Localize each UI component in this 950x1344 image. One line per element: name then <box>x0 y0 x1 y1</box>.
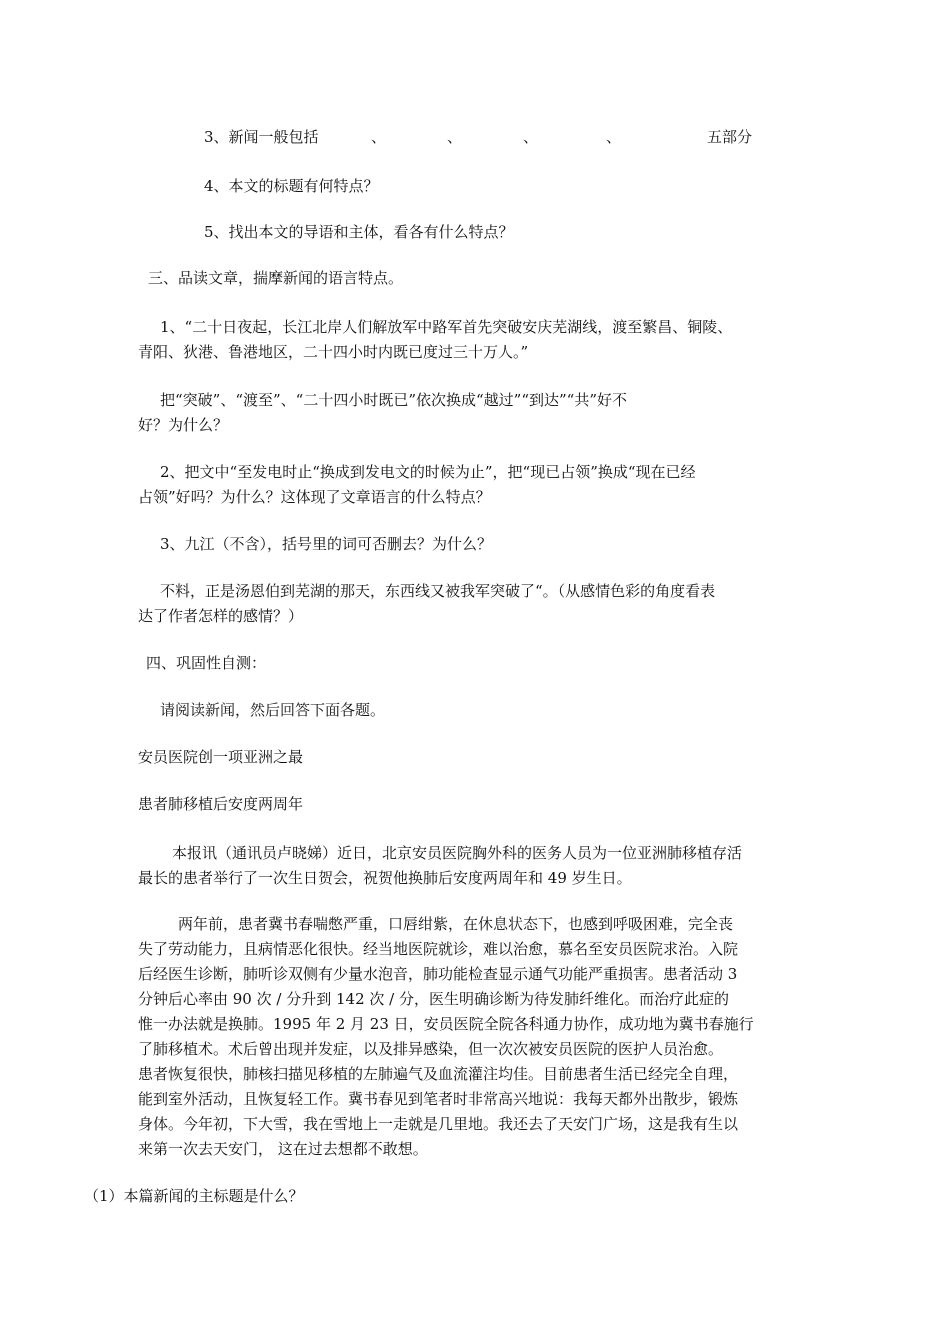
news-body-line: 能到室外活动，且恢复轻工作。冀书春见到笔者时非常高兴地说：我每天都外出散步，锻炼 <box>138 1090 739 1108</box>
news-body-line: 两年前，患者冀书春喘憋严重，口唇绀紫，在休息状态下，也感到呼吸困难，完全丧 <box>178 915 734 933</box>
section-3-item-3: 3、九江（不含），括号里的词可否删去？为什么？ <box>160 535 493 553</box>
blank-separator: 、 <box>606 128 622 146</box>
news-body-line: 惟一办法就是换肺。1995 年 2 月 23 日，安员医院全院各科通力协作，成功地为冀书春施行 <box>138 1015 754 1033</box>
blank-separator: 、 <box>447 128 463 146</box>
question-5: 5、找出本文的导语和主体，看各有什么特点？ <box>204 223 514 241</box>
section-3-item-1-question-line-2: 好？为什么？ <box>138 416 229 434</box>
news-body-line: 了肺移植术。术后曾出现并发症，以及排异感染，但一次次被安员医院的医护人员治愈。 <box>138 1040 724 1058</box>
section-3-item-2-line-2: 占领”好吗？为什么？这体现了文章语言的什么特点？ <box>138 488 491 506</box>
section-3-item-1-line-1: 1、“二十日夜起，长江北岸人们解放军中路军首先突破安庆芜湖线，渡至繁昌、铜陵、 <box>160 318 733 336</box>
section-3-item-2-line-1: 2、把文中“至发电时止“换成到发电文的时候为止”，把“现已占领”换成“现在已经 <box>160 463 696 481</box>
section-3-item-1-line-2: 青阳、狄港、鲁港地区，二十四小时内既已度过三十万人。” <box>138 343 529 361</box>
section-3-item-4-line-1: 不料，正是汤恩伯到芜湖的那天，东西线又被我军突破了“。（从感情色彩的角度看表 <box>160 582 716 600</box>
question-3-prefix: 3、新闻一般包括 <box>204 128 319 146</box>
section-3-item-4-line-2: 达了作者怎样的感情？） <box>138 607 304 625</box>
news-body-line: 患者恢复很快，肺核扫描见移植的左肺遍气及血流灌注均佳。目前患者生活已经完全自理， <box>138 1065 739 1083</box>
section-4-instruction: 请阅读新闻，然后回答下面各题。 <box>160 701 386 719</box>
question-4: 4、本文的标题有何特点？ <box>204 177 379 195</box>
news-body-line: 失了劳动能力，且病情恶化很快。经当地医院就诊，难以治愈，慕名至安员医院求治。入院 <box>138 940 739 958</box>
news-body-line: 身体。今年初，下大雪，我在雪地上一走就是几里地。我还去了天安门广场，这是我有生以 <box>138 1115 739 1133</box>
news-body-line: 后经医生诊断，肺听诊双侧有少量水泡音，肺功能检查显示通气功能严重损害。患者活动 3 <box>138 965 738 983</box>
blank-separator: 、 <box>371 128 387 146</box>
section-4-heading: 四、巩固性自测： <box>146 654 267 672</box>
news-body-line: 分钟后心率由 90 次 / 分升到 142 次 / 分，医生明确诊断为待发肺纤维化。而治疗此症的 <box>138 990 729 1008</box>
section-3-heading: 三、品读文章，揣摩新闻的语言特点。 <box>148 269 404 287</box>
blank-separator: 、 <box>523 128 539 146</box>
question-1: （1）本篇新闻的主标题是什么？ <box>84 1187 304 1205</box>
news-headline-main: 安员医院创一项亚洲之最 <box>138 748 304 766</box>
news-lead-line-2: 最长的患者举行了一次生日贺会，祝贺他换肺后安度两周年和 49 岁生日。 <box>138 869 632 887</box>
news-headline-sub: 患者肺移植后安度两周年 <box>138 795 304 813</box>
question-3-suffix: 五部分 <box>707 128 753 146</box>
section-3-item-1-question-line-1: 把“突破”、“渡至”、“二十四小时既已”依次换成“越过”“到达”“共”好不 <box>160 391 628 409</box>
news-body-line: 来第一次去天安门， 这在过去想都不敢想。 <box>138 1140 428 1158</box>
news-lead-line-1: 本报讯（通讯员卢晓娣）近日，北京安员医院胸外科的医务人员为一位亚洲肺移植存活 <box>172 844 743 862</box>
